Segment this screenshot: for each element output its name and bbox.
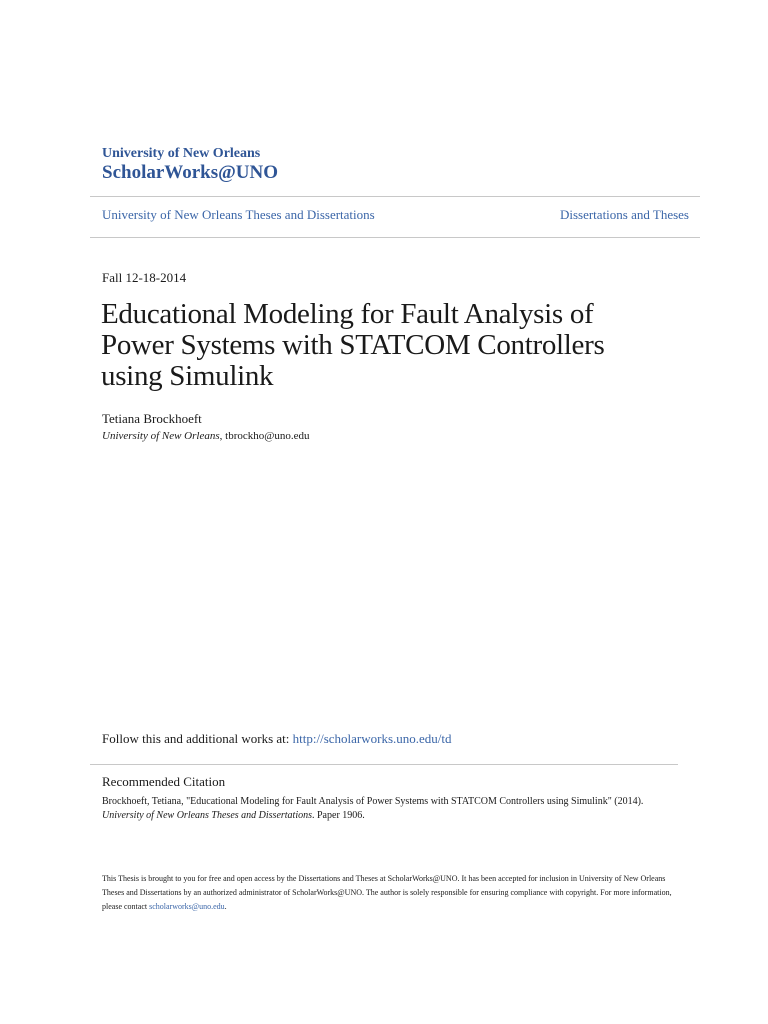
author-name: Tetiana Brockhoeft <box>102 411 202 426</box>
header-divider-top <box>90 196 700 197</box>
follow-label: Follow this and additional works at: <box>102 731 293 746</box>
notice-end: . <box>224 902 227 911</box>
contact-email-link[interactable]: scholarworks@uno.edu <box>149 902 225 911</box>
follow-line <box>102 731 452 747</box>
notice-text: This Thesis is brought to you for free and open access by the Dissertations and Theses at ScholarWorks@UNO. It has been accepted for inclusion in University of New Orleans Theses and Dissertations by an authorized administrator of ScholarWorks@UNO. The author is solely responsible for ensuring compliance with copyright. For more information, please contact <box>102 874 672 911</box>
publication-date: Fall 12-18-2014 <box>102 270 187 285</box>
citation-text <box>102 795 702 823</box>
citation-paper: . Paper 1906. <box>312 810 365 821</box>
citation-line: Brockhoeft, Tetiana, "Educational Modeling for Fault Analysis of Power Systems with STATCOM Controllers using Simulink" (2014). <box>102 796 644 807</box>
document-title: Educational Modeling for Fault Analysis of Power Systems with STATCOM Controllers using Simulink <box>101 298 605 392</box>
citation-heading: Recommended Citation <box>102 774 226 789</box>
citation-series: University of New Orleans Theses and Dissertations <box>102 810 312 821</box>
access-notice <box>102 872 682 914</box>
affiliation-institution: University of New Orleans <box>102 430 220 442</box>
author-affiliation <box>102 430 310 442</box>
institution-name[interactable]: University of New Orleans <box>102 146 261 161</box>
category-link[interactable]: Dissertations and Theses <box>559 207 689 222</box>
collection-link[interactable]: University of New Orleans Theses and Dissertations <box>102 207 375 222</box>
repository-name[interactable]: ScholarWorks@UNO <box>102 162 279 183</box>
citation-divider <box>90 764 678 765</box>
follow-url-link[interactable]: http://scholarworks.uno.edu/td <box>292 731 452 746</box>
institution-header <box>102 145 278 184</box>
header-divider-bottom <box>90 237 700 238</box>
affiliation-email: , tbrockho@uno.edu <box>219 430 310 442</box>
